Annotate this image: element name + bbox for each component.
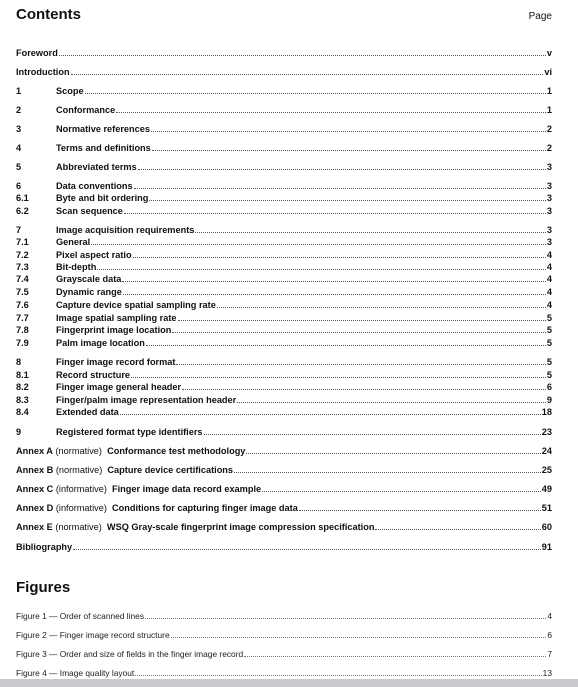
figure-entry-label: Figure 2 — Finger image record structure [16, 630, 170, 640]
annex-type: (informative) [55, 484, 107, 494]
annex-name: Annex C [16, 484, 54, 494]
toc-entry-5[interactable] [16, 161, 552, 173]
toc-entry-page: 5 [546, 370, 552, 380]
figures-title: Figures [16, 579, 71, 596]
toc-entry-label: Finger image general header [56, 382, 182, 392]
toc-entry-number: 6.1 [16, 193, 29, 203]
toc-entry-annex-e[interactable] [16, 521, 552, 533]
dot-leader [244, 648, 546, 657]
figure-entry-3[interactable] [16, 648, 552, 660]
toc-entry-number: 8.3 [16, 395, 29, 405]
toc-entry-page: 3 [546, 225, 552, 235]
toc-entry-page: 3 [546, 206, 552, 216]
dot-leader [146, 337, 546, 346]
toc-entry-number: 8.4 [16, 407, 29, 417]
toc-entry-label: Grayscale data [56, 274, 122, 284]
toc-entry-6-2[interactable] [16, 205, 552, 217]
dot-leader [71, 66, 544, 75]
dot-leader [124, 205, 546, 214]
toc-entry-annex-c[interactable] [16, 483, 552, 495]
toc-entry-label: Data conventions [56, 181, 133, 191]
contents-header [16, 6, 552, 28]
toc-entry-page: 2 [546, 143, 552, 153]
toc-entry-8-3[interactable] [16, 394, 552, 406]
toc-entry-page: 3 [546, 193, 552, 203]
dot-leader [122, 273, 545, 282]
dot-leader [134, 180, 546, 189]
toc-entry-7-8[interactable] [16, 324, 552, 336]
toc-entry-label: Fingerprint image location [56, 325, 172, 335]
toc-entry-label: Foreword [16, 48, 58, 58]
toc-entry-6-1[interactable] [16, 192, 552, 204]
toc-entry-label: Pixel aspect ratio [56, 250, 132, 260]
dot-leader [97, 261, 546, 270]
dot-leader [145, 610, 546, 619]
dot-leader [133, 249, 546, 258]
figure-entry-page: 4 [547, 611, 552, 621]
toc-entry-introduction[interactable] [16, 66, 552, 78]
toc-entry-page: 23 [541, 427, 552, 437]
dot-leader [116, 104, 546, 113]
toc-entry-number: 9 [16, 427, 22, 437]
toc-entry-number: 1 [16, 86, 22, 96]
toc-entry-8-1[interactable] [16, 369, 552, 381]
figure-entry-page: 6 [547, 630, 552, 640]
toc-entry-number: 7.9 [16, 338, 29, 348]
toc-entry-page: 3 [546, 181, 552, 191]
dot-leader [234, 464, 541, 473]
dot-leader [151, 123, 546, 132]
toc-entry-7-9[interactable] [16, 337, 552, 349]
dot-leader [149, 192, 545, 201]
toc-entry-7-7[interactable] [16, 312, 552, 324]
toc-entry-page: 4 [546, 274, 552, 284]
figure-entry-1[interactable] [16, 610, 552, 622]
toc-entry-label: Byte and bit ordering [56, 193, 149, 203]
toc-entry-label: Introduction [16, 67, 70, 77]
toc-entry-number: 7.3 [16, 262, 29, 272]
footer-band [0, 679, 578, 687]
toc-entry-bibliography[interactable] [16, 541, 552, 553]
toc-entry-label: Palm image location [56, 338, 145, 348]
toc-entry-label: Image acquisition requirements [56, 225, 195, 235]
figure-entry-label: Figure 1 — Order of scanned lines [16, 611, 145, 621]
toc-entry-number: 7.1 [16, 237, 29, 247]
toc-entry-annex-d[interactable] [16, 502, 552, 514]
annex-name: Annex A [16, 446, 53, 456]
toc-entry-label: Finger/palm image representation header [56, 395, 237, 405]
toc-entry-page: 6 [546, 382, 552, 392]
toc-entry-label: Extended data [56, 407, 119, 417]
dot-leader [375, 521, 540, 530]
figure-entry-4[interactable] [16, 667, 552, 679]
toc-entry-9[interactable] [16, 426, 552, 438]
toc-entry-page: 4 [546, 300, 552, 310]
dot-leader [152, 142, 546, 151]
dot-leader [135, 667, 541, 676]
dot-leader [138, 161, 546, 170]
toc-entry-number: 6 [16, 181, 22, 191]
dot-leader [131, 369, 546, 378]
annex-type: (informative) [55, 503, 107, 513]
figure-entry-page: 13 [542, 668, 552, 678]
toc-entry-page: v [546, 48, 552, 58]
toc-entry-7-4[interactable] [16, 273, 552, 285]
dot-leader [91, 236, 546, 245]
toc-entry-page: 1 [546, 86, 552, 96]
toc-entry-page: 4 [546, 287, 552, 297]
toc-entry-7-3[interactable] [16, 261, 552, 273]
toc-entry-page: 1 [546, 105, 552, 115]
toc-entry-page: 60 [541, 522, 552, 532]
toc-entry-label: WSQ Gray-scale fingerprint image compression specification [106, 522, 375, 532]
toc-entry-number: 7.8 [16, 325, 29, 335]
toc-entry-page: 3 [546, 237, 552, 247]
toc-entry-label: Registered format type identifiers [56, 427, 203, 437]
toc-entry-page: 91 [541, 542, 552, 552]
toc-entry-label: Capture device certifications [107, 465, 234, 475]
toc-entry-page: 25 [541, 465, 552, 475]
figure-entry-label: Figure 3 — Order and size of fields in the finger image record [16, 649, 244, 659]
toc-entry-7[interactable] [16, 224, 552, 236]
toc-entry-8-4[interactable] [16, 406, 552, 418]
toc-entry-number: 7.4 [16, 274, 29, 284]
toc-entry-label: Bit-depth [56, 262, 97, 272]
dot-leader [85, 85, 546, 94]
toc-entry-foreword[interactable] [16, 47, 552, 59]
toc-entry-number: 3 [16, 124, 22, 134]
toc-entry-number: 2 [16, 105, 22, 115]
toc-entry-page: 5 [546, 313, 552, 323]
toc-entry-page: 5 [546, 325, 552, 335]
dot-leader [246, 445, 540, 454]
annex-name: Annex E [16, 522, 53, 532]
toc-entry-label: Finger image data record example [112, 484, 262, 494]
toc-entry-8-2[interactable] [16, 381, 552, 393]
toc-entry-page: 24 [541, 446, 552, 456]
annex-type: (normative) [55, 522, 102, 532]
toc-entry-page: 51 [541, 503, 552, 513]
dot-leader [262, 483, 541, 492]
toc-entry-number: 7 [16, 225, 22, 235]
toc-entry-2[interactable] [16, 104, 552, 116]
toc-entry-label: Normative references [56, 124, 150, 134]
toc-entry-8[interactable] [16, 356, 552, 368]
toc-entry-4[interactable] [16, 142, 552, 154]
figure-entry-label: Figure 4 — Image quality layout [16, 668, 135, 678]
toc-entry-page: 4 [546, 262, 552, 272]
toc-entry-label: Scan sequence [56, 206, 123, 216]
toc-entry-label: Conditions for capturing finger image data [112, 503, 298, 513]
dot-leader [299, 502, 541, 511]
toc-entry-page: vi [544, 67, 552, 77]
toc-entry-label: Scope [56, 86, 84, 96]
dot-leader [204, 426, 541, 435]
toc-entry-page: 9 [546, 395, 552, 405]
dot-leader [123, 286, 546, 295]
annex-name: Annex B [16, 465, 54, 475]
annex-type: (normative) [55, 465, 103, 475]
toc-entry-number: 7.5 [16, 287, 29, 297]
toc-entry-label: General [56, 237, 91, 247]
toc-entry-label: Capture device spatial sampling rate [56, 300, 216, 310]
toc-entry-label: Dynamic range [56, 287, 122, 297]
toc-entry-number: 8 [16, 357, 22, 367]
dot-leader [120, 406, 541, 415]
toc-entry-number: 8.2 [16, 382, 29, 392]
toc-entry-number: 8.1 [16, 370, 29, 380]
toc-entry-1[interactable] [16, 85, 552, 97]
toc-entry-7-6[interactable] [16, 299, 552, 311]
toc-entry-label: Image spatial sampling rate [56, 313, 177, 323]
figure-entry-2[interactable] [16, 629, 552, 641]
toc-entry-label: Bibliography [16, 542, 73, 552]
toc-entry-3[interactable] [16, 123, 552, 135]
figure-entry-page: 7 [547, 649, 552, 659]
toc-entry-7-2[interactable] [16, 249, 552, 261]
toc-entry-label: Conformance [56, 105, 116, 115]
dot-leader [59, 47, 546, 56]
toc-entry-label: Conformance test methodology [107, 446, 246, 456]
toc-entry-annex-b[interactable] [16, 464, 552, 476]
annex-name: Annex D [16, 503, 54, 513]
toc-entry-page: 3 [546, 162, 552, 172]
toc-entry-page: 4 [546, 250, 552, 260]
toc-entry-number: 7.2 [16, 250, 29, 260]
toc-entry-label: Finger image record format [56, 357, 176, 367]
dot-leader [237, 394, 546, 403]
dot-leader [178, 312, 546, 321]
toc-entry-page: 5 [546, 338, 552, 348]
dot-leader [172, 324, 546, 333]
toc-entry-page: 49 [541, 484, 552, 494]
toc-entry-page: 2 [546, 124, 552, 134]
toc-entry-7-1[interactable] [16, 236, 552, 248]
annex-type: (normative) [55, 446, 102, 456]
dot-leader [176, 356, 545, 365]
toc-entry-label: Terms and definitions [56, 143, 151, 153]
toc-entry-annex-a[interactable] [16, 445, 552, 457]
toc-entry-page: 18 [541, 407, 552, 417]
dot-leader [73, 541, 541, 550]
toc-entry-number: 5 [16, 162, 22, 172]
toc-entry-number: 7.7 [16, 313, 29, 323]
toc-entry-number: 6.2 [16, 206, 29, 216]
toc-entry-label: Record structure [56, 370, 131, 380]
dot-leader [171, 629, 547, 638]
toc-entry-7-5[interactable] [16, 286, 552, 298]
toc-entry-label: Abbreviated terms [56, 162, 137, 172]
toc-entry-6[interactable] [16, 180, 552, 192]
toc-entry-page: 5 [546, 357, 552, 367]
dot-leader [217, 299, 546, 308]
toc-entry-number: 7.6 [16, 300, 29, 310]
dot-leader [195, 224, 546, 233]
page-column-label: Page [528, 11, 552, 22]
toc-entry-number: 4 [16, 143, 22, 153]
contents-title: Contents [16, 6, 81, 23]
dot-leader [182, 381, 546, 390]
